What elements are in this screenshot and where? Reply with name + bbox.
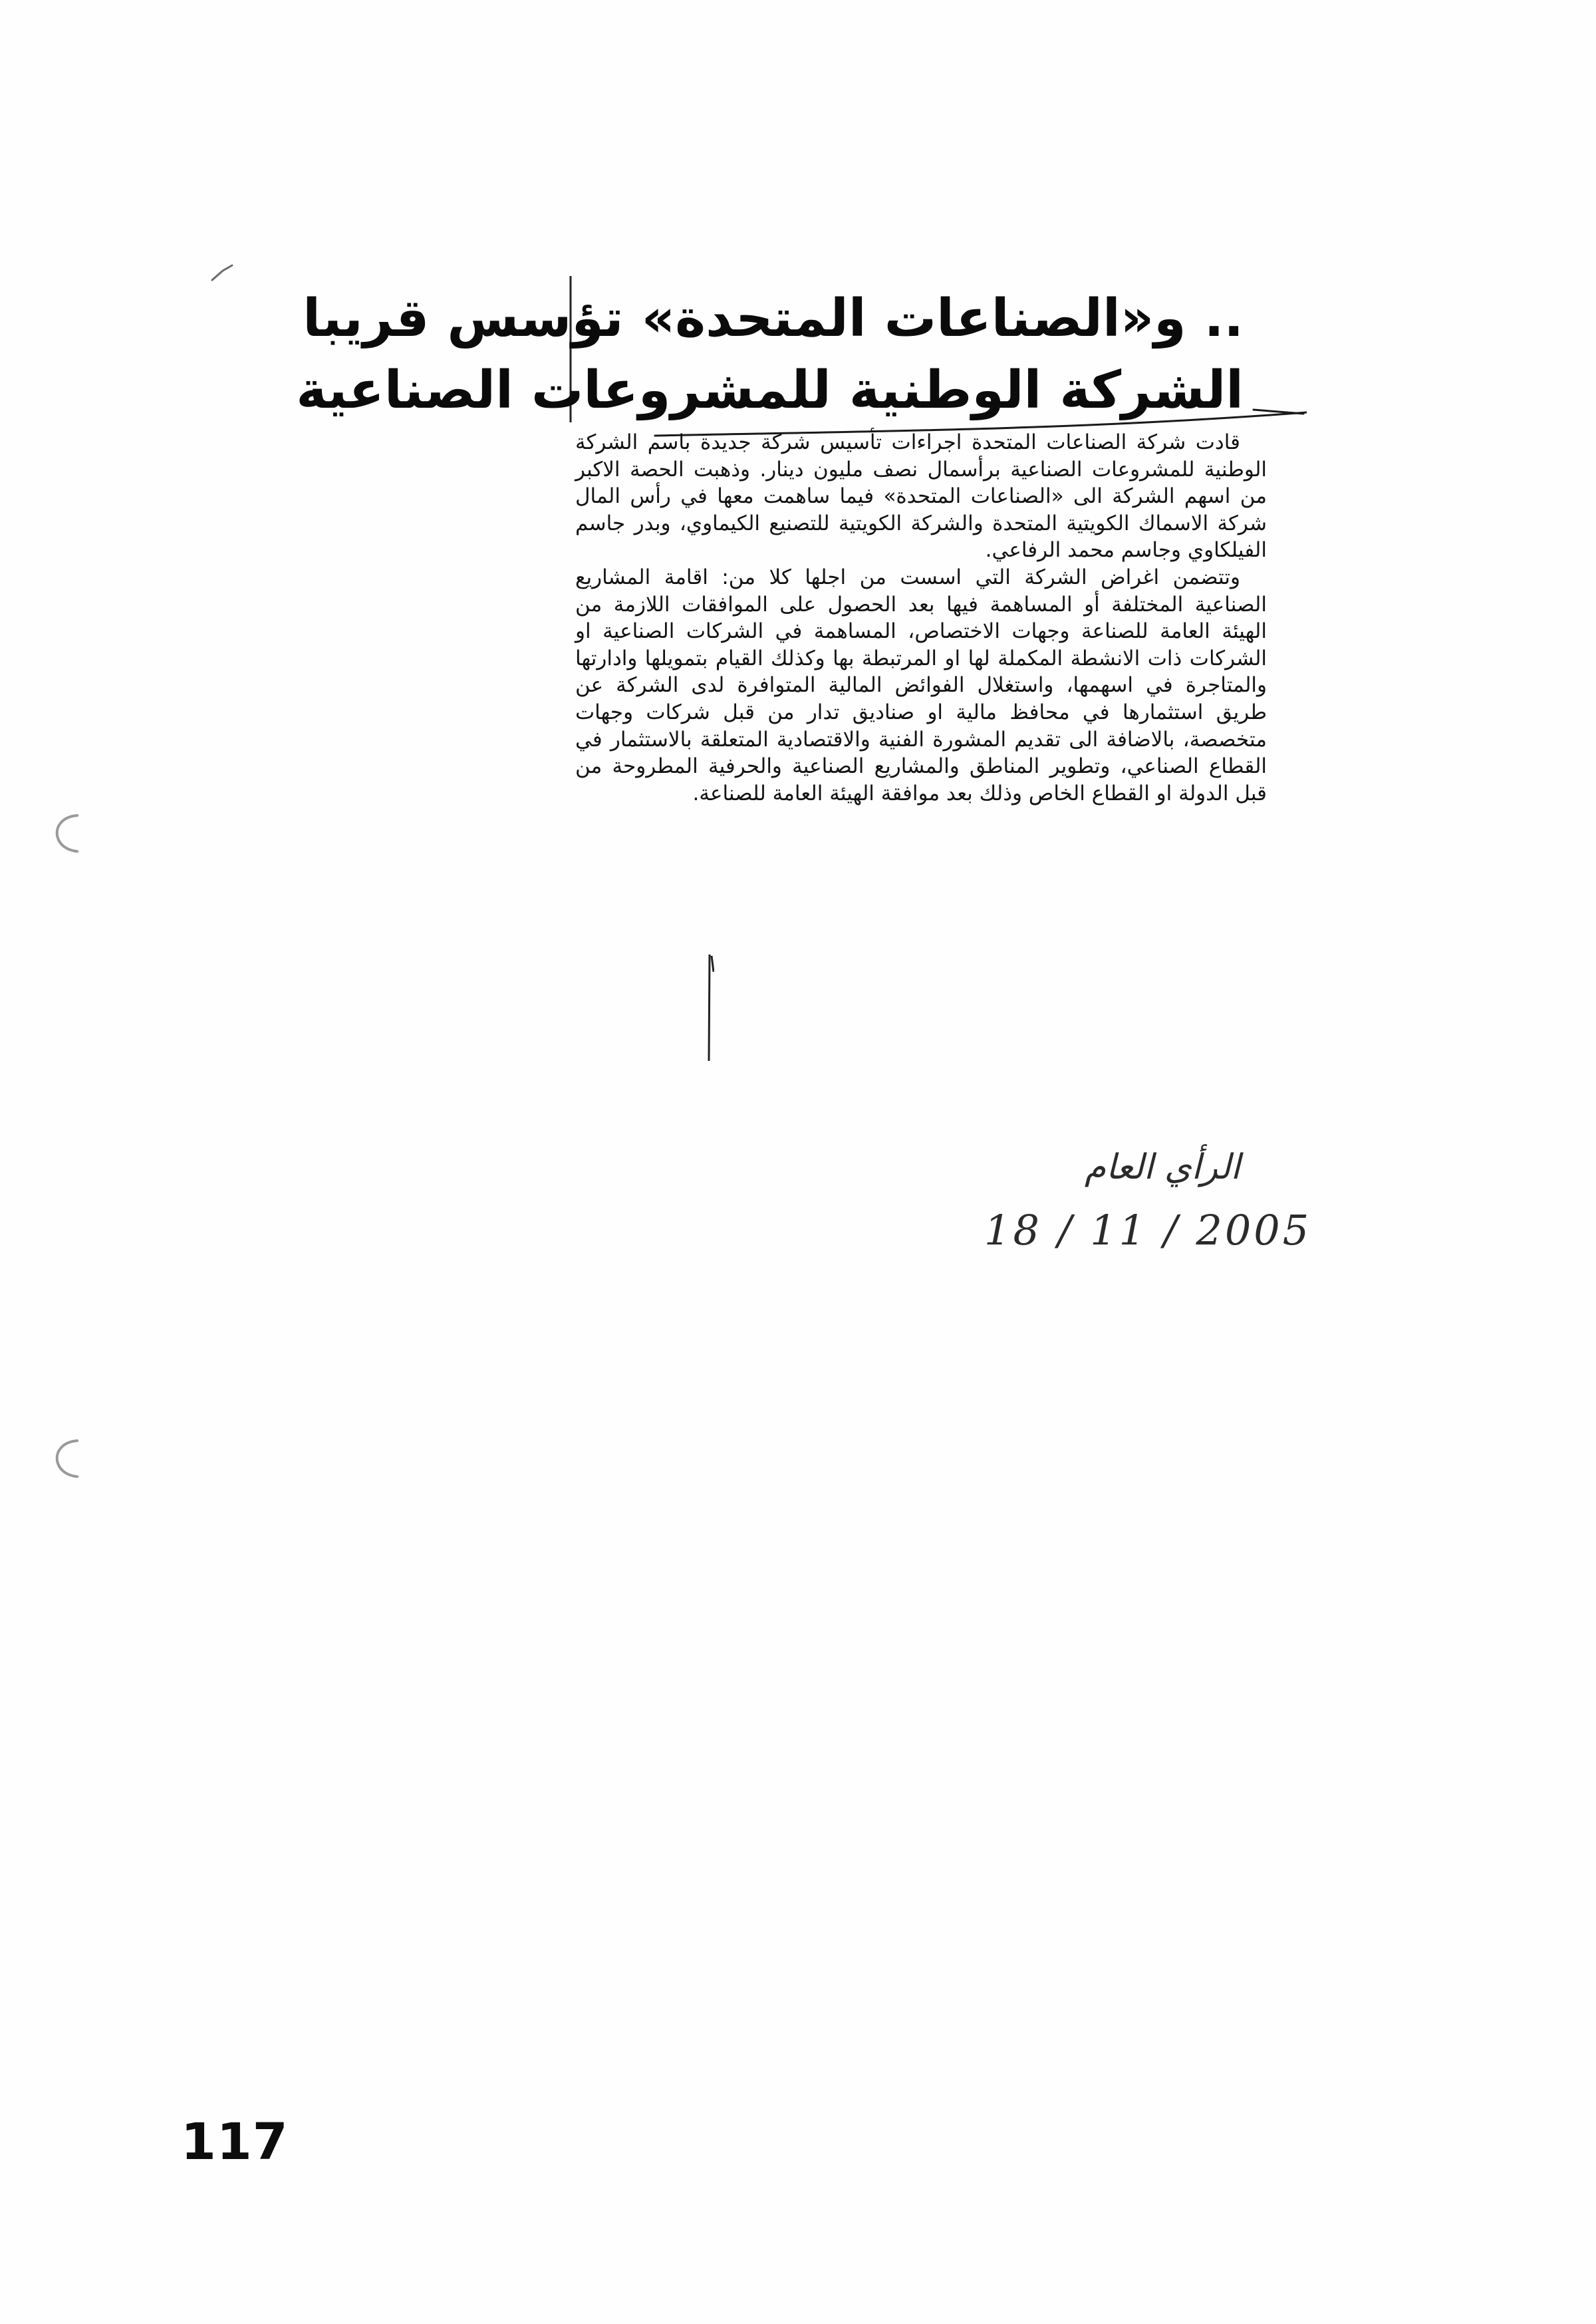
article-paragraph-2: وتتضمن اغراض الشركة التي اسست من اجلها كلا من: اقامة المشاريع الصناعية المختلفة أو المساهمة فيها بعد الحصول على الموافقات اللازمة من الهيئة العامة للصناعة وجهات الاختصاص، المساهمة في الشركات الصناعية او الشركات ذات الانشطة المكملة لها او المرتبطة بها وكذلك القيام بتمويلها وادارتها والمتاجرة في اسهمها، واستغلال الفوائض المالية المتوافرة لدى الشركة عن طريق استثمارها في محافظ مالية او صناديق تدار من قبل شركات وجهات متخصصة، بالاضافة الى تقديم المشورة الفنية والاقتصادية المتعلقة بالاستثمار في القطاع الصناعي، وتطوير المناطق والمشاريع الصناعية والحرفية المطروحة من قبل الدولة او القطاع الخاص وذلك بعد موافقة الهيئة العامة للصناعة. (575, 565, 1267, 805)
binder-hole-icon (52, 811, 81, 854)
handwritten-source: الرأي العام (1084, 1147, 1240, 1187)
article-body (575, 429, 1267, 807)
binder-hole-icon (52, 1437, 81, 1479)
clipping-bottom-mark (705, 954, 714, 1061)
page-number: 117 (181, 2112, 289, 2171)
headline-line-1: .. و«الصناعات المتحدة» تؤسس قريبا (303, 289, 1244, 349)
article-paragraph-1: قادت شركة الصناعات المتحدة اجراءات تأسيس شركة جديدة باسم الشركة الوطنية للمشروعات الصناعية برأسمال نصف مليون دينار. وذهبت الحصة الاكبر من اسهم الشركة الى «الصناعات المتحدة» فيما ساهمت معها في رأس المال شركة الاسماك الكويتية المتحدة والشركة الكويتية للتصنيع الكيماوي، وبدر جاسم الفيلكاوي وجاسم محمد الرفاعي. (575, 430, 1267, 563)
headline-line-2: الشركة الوطنية للمشروعات الصناعية (296, 361, 1244, 420)
handwritten-date: 18 / 11 / 2005 (984, 1206, 1312, 1254)
stray-pen-mark (209, 263, 236, 283)
newspaper-clipping (296, 263, 1297, 1061)
